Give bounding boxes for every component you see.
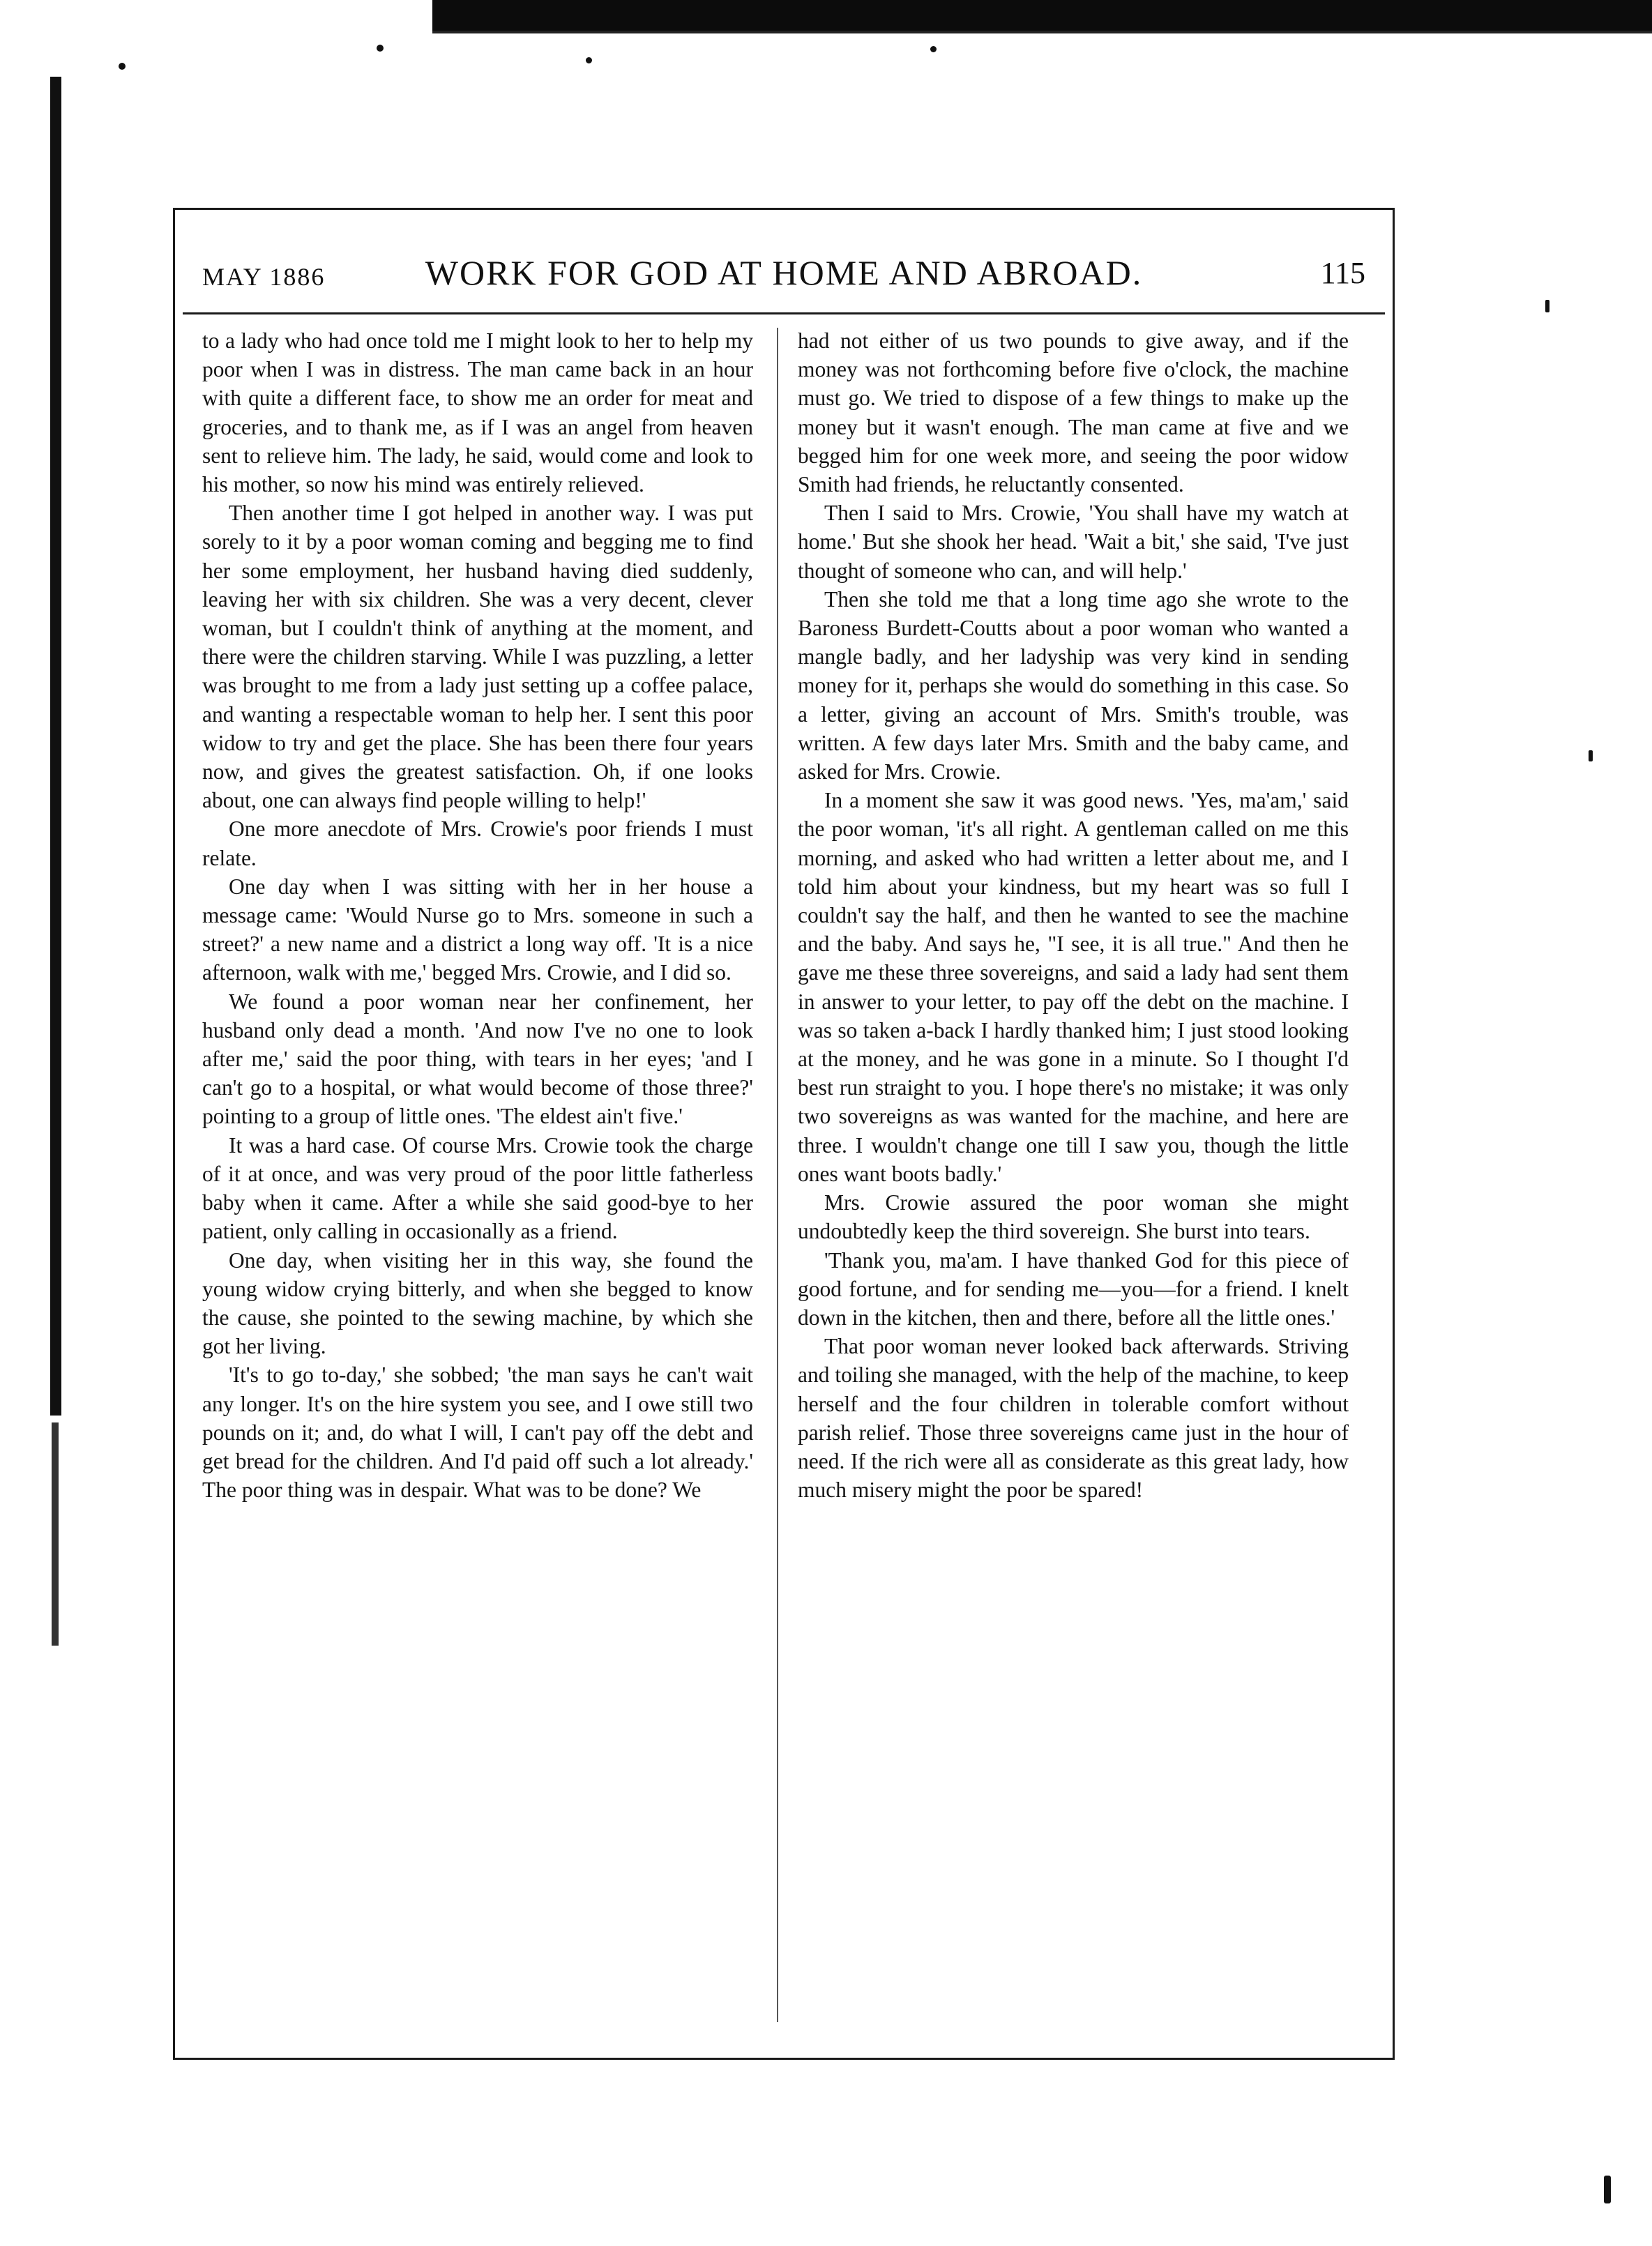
page-number: 115 (1320, 256, 1365, 290)
ink-speck (377, 45, 384, 52)
paragraph: had not either of us two pounds to give away, and if the money was not forthcoming before five o'clock, the machine must go. We tried to dispose of a few things to make up the money but it wasn't enough. The man came at five and we begged him for one week more, and seeing the poor widow Smith had friends, he reluctantly consented. (798, 328, 1349, 497)
paragraph: One day, when visiting her in this way, she found the young widow crying bitterly, and when she begged to know the cause, she pointed to the sewing machine, by which she got her living. (202, 1247, 753, 1359)
paragraph: 'Thank you, ma'am. I have thanked God for this piece of good fortune, and for sending me—you—for a friend. I knelt down in the kitchen, then and there, before all the little ones.' (798, 1247, 1349, 1330)
header-date: MAY 1886 (202, 263, 326, 291)
binding-edge (50, 77, 61, 1416)
paragraph: to a lady who had once told me I might look to her to help my poor when I was in distress. The man came back in an hour with quite a different face, to show me an order for meat and groceries, and to thank me, as if I was an angel from heaven sent to relieve him. The lady, he said, would come and look to his mother, so now his mind was entirely relieved. (202, 328, 753, 497)
paragraph: One day when I was sitting with her in her house a message came: 'Would Nurse go to Mrs. someone in such a street?' a new name and a district a long way off. 'It is a nice afternoon, walk with me,' begged Mrs. Crowie, and I did so. (202, 874, 753, 985)
ink-speck (930, 46, 937, 52)
scan-edge-bar (432, 0, 1652, 32)
paragraph: We found a poor woman near her confinement, her husband only dead a month. 'And now I've no one to look after me,' said the poor thing, with tears in her eyes; 'and I can't go to a hospital, or what would become of those three?' pointing to a group of little ones. 'The eldest ain't five.' (202, 989, 753, 1129)
ink-speck (119, 63, 126, 70)
binding-edge-lower (52, 1422, 59, 1646)
running-header (202, 252, 1365, 301)
paragraph: In a moment she saw it was good news. 'Yes, ma'am,' said the poor woman, 'it's all right. A gentleman called on me this morning, and asked who had written a letter about me, and I told him about your kindness, but my heart was so full I couldn't say the half, and then he wanted to see the machine and the baby. And says he, "I see, it is all true." And then he gave me these three sovereigns, and said a lady had sent them in answer to your letter, to pay off the debt on the machine. I was so taken a-back I hardly thanked him; I just stood looking at the money, and he was gone in a minute. So I thought I'd best run straight to you. I hope there's no mistake; it was only two sovereigns as was wanted for the machine, and here are three. I wouldn't change one till I saw you, though the little ones want boots badly.' (798, 788, 1349, 1186)
ink-speck (1604, 2176, 1611, 2203)
paragraph: It was a hard case. Of course Mrs. Crowie took the charge of it at once, and was very proud of the poor little fatherless baby when it came. After a while she said good-bye to her patient, only calling in occasionally as a friend. (202, 1132, 753, 1244)
scan-edge-line (432, 31, 1652, 33)
paragraph: Then she told me that a long time ago she wrote to the Baroness Burdett-Coutts about a poor woman who wanted a mangle badly, and her ladyship was very kind in sending money for it, perhaps she would do something in this case. So a letter, giving an account of Mrs. Smith's trouble, was written. A few days later Mrs. Smith and the baby came, and asked for Mrs. Crowie. (798, 586, 1349, 784)
paragraph: Then another time I got helped in another way. I was put sorely to it by a poor woman coming and begging me to find her some employment, her husband having died suddenly, leaving her with six children. She was a very decent, clever woman, but I couldn't think of anything at the moment, and there were the children starving. While I was puzzling, a letter was brought to me from a lady just setting up a coffee palace, and wanting a respectable woman to help her. I sent this poor widow to try and get the place. She has been there four years now, and gives the greatest satisfaction. Oh, if one looks about, one can always find people willing to help!' (202, 501, 753, 813)
right-column (798, 326, 1349, 1504)
paragraph: 'It's to go to-day,' she sobbed; 'the man says he can't wait any longer. It's on the hire system you see, and I owe still two pounds on it; and, do what I will, I can't pay off the debt and get bread for the children. And I'd paid off such a lot already.' The poor thing was in despair. What was to be done? We (202, 1363, 753, 1503)
left-column (202, 326, 753, 1504)
ink-speck (1545, 300, 1549, 312)
ink-speck (1589, 750, 1593, 761)
ink-speck (586, 57, 592, 63)
paragraph: One more anecdote of Mrs. Crowie's poor friends I must relate. (202, 817, 753, 870)
header-title: WORK FOR GOD AT HOME AND ABROAD. (425, 253, 1143, 292)
paragraph: Mrs. Crowie assured the poor woman she might undoubtedly keep the third sovereign. She burst into tears. (798, 1190, 1349, 1244)
paragraph: That poor woman never looked back afterwards. Striving and toiling she managed, with the help of the machine, to keep herself and the four children in tolerable comfort without parish relief. Those three sovereigns came just in the hour of need. If the rich were all as considerate as this great lady, how much misery might the poor be spared! (798, 1334, 1349, 1503)
paragraph: Then I said to Mrs. Crowie, 'You shall have my watch at home.' But she shook her head. 'Wait a bit,' she said, 'I've just thought of someone who can, and will help.' (798, 501, 1349, 583)
header-rule (183, 312, 1385, 314)
column-divider (777, 328, 778, 2022)
